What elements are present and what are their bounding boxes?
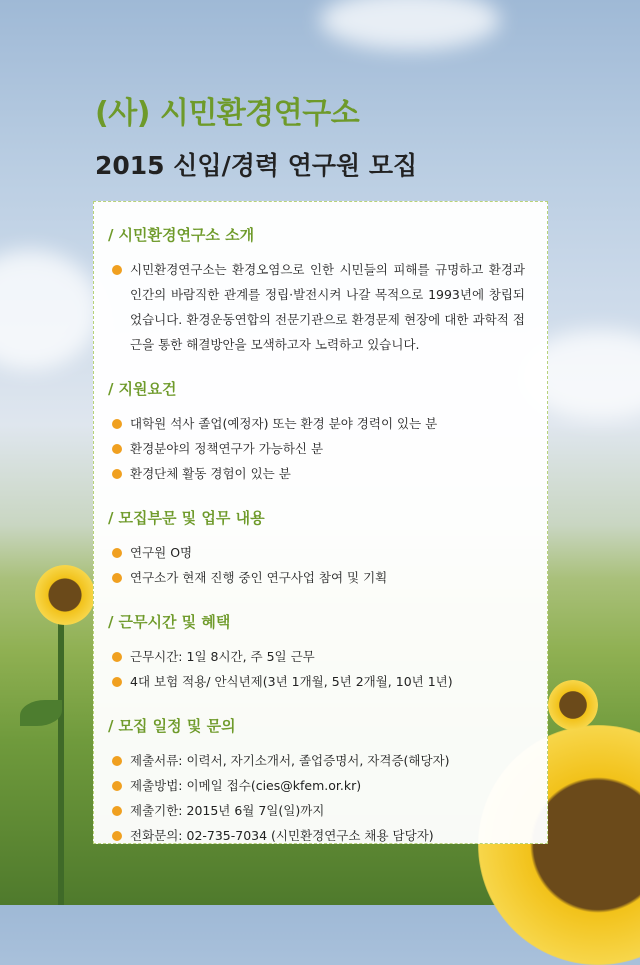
list-item: 근무시간: 1일 8시간, 주 5일 근무 [108, 644, 525, 669]
list-item: 4대 보험 적용/ 안식년제(3년 1개월, 5년 2개월, 10년 1년) [108, 669, 525, 694]
list-item: 환경단체 활동 경험이 있는 분 [108, 461, 525, 486]
bullet-icon [112, 806, 122, 816]
list-item: 시민환경연구소는 환경오염으로 인한 시민들의 피해를 규명하고 환경과 인간의 바람직한 관계를 정립·발전시켜 나갈 목적으로 1993년에 창립되었습니다. 환경운동연합의 전문기관으로 환경문제 현장에 대한 과학적 접근을 통한 해결방안을 모색하고자 노력하고 있습니다. [108, 257, 525, 357]
section-title: / 시민환경연구소 소개 [108, 226, 255, 244]
bullet-icon [112, 469, 122, 479]
section-benefits [108, 611, 525, 694]
section-title: / 모집 일정 및 문의 [108, 717, 236, 735]
list-item: 제출방법: 이메일 접수(cies@kfem.or.kr) [108, 773, 525, 798]
section-schedule [108, 715, 525, 848]
list-item: 제출기한: 2015년 6월 7일(일)까지 [108, 798, 525, 823]
content-card [93, 201, 548, 844]
section-list [108, 644, 525, 694]
org-title: (사) 시민환경연구소 [95, 96, 360, 131]
section-list [108, 411, 525, 486]
section-intro [108, 224, 525, 357]
section-list [108, 748, 525, 848]
cloud-decoration [0, 250, 100, 370]
sunflower-leaf [20, 700, 62, 726]
list-item: 제출서류: 이력서, 자기소개서, 졸업증명서, 자격증(해당자) [108, 748, 525, 773]
bullet-icon [112, 677, 122, 687]
section-title: / 근무시간 및 혜택 [108, 613, 231, 631]
bullet-icon [112, 419, 122, 429]
bullet-icon [112, 831, 122, 841]
bullet-icon [112, 756, 122, 766]
sunflower-image [35, 565, 95, 625]
bullet-icon [112, 573, 122, 583]
recruitment-title: 2015 신입/경력 연구원 모집 [95, 151, 418, 180]
list-item: 연구원 O명 [108, 540, 525, 565]
section-title: / 모집부문 및 업무 내용 [108, 509, 265, 527]
list-item: 연구소가 현재 진행 중인 연구사업 참여 및 기획 [108, 565, 525, 590]
list-item: 전화문의: 02-735-7034 (시민환경연구소 채용 담당자) [108, 823, 525, 848]
bullet-icon [112, 781, 122, 791]
section-title: / 지원요건 [108, 380, 177, 398]
cloud-decoration [320, 0, 500, 50]
poster-header [95, 88, 417, 182]
section-list [108, 540, 525, 590]
bullet-icon [112, 265, 122, 275]
sunflower-image [548, 680, 598, 730]
list-item: 환경분야의 정책연구가 가능하신 분 [108, 436, 525, 461]
bullet-icon [112, 444, 122, 454]
sunflower-stem [58, 620, 64, 905]
section-positions [108, 507, 525, 590]
section-list [108, 257, 525, 357]
bullet-icon [112, 548, 122, 558]
bullet-icon [112, 652, 122, 662]
section-requirements [108, 378, 525, 486]
list-item: 대학원 석사 졸업(예정자) 또는 환경 분야 경력이 있는 분 [108, 411, 525, 436]
